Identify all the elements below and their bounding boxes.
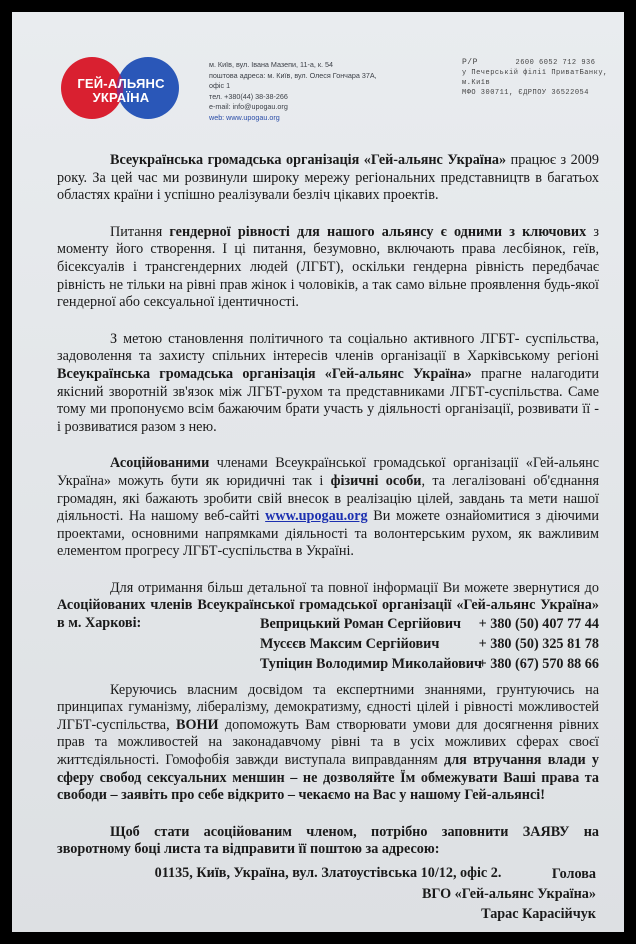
gender-text-a: Питання bbox=[110, 223, 170, 240]
contact-block bbox=[209, 60, 377, 124]
gender-text-e: з моменту його створення. І ці питання, безумовно, включають права лесбіянок, геїв, бісексуалів і трансгендерних людей (ЛГБТ), оскільки гендерна рівність передбачає рівність не тільки на рівні прав жінок і чоловіків, а так само вільне проявлення будь-якої гендерної або сексуальної ідентичності. bbox=[57, 223, 599, 311]
goal-text-c: прагне налагодити якісний зворотній зв'язок між ЛГБТ-рухом та представниками ЛГБТ-суспільства. Саме тому ми пропонуємо всім бажаючим брати участь у діяльності організації, розвивати її - і розвиватися разом з нею. bbox=[57, 365, 599, 435]
members-text-e: Ви можете ознайомитися з діючими проектами, основними напрямками діяльності та волонтерським рухом, як важливим елементом прогресу ЛГБТ-суспільства в Україні. bbox=[57, 508, 599, 560]
contacts-text-b: Асоційованих членів Всеукраїнської громадської організації «Гей-альянс Україна» в м. Харкові: bbox=[57, 597, 599, 632]
signature-block bbox=[422, 864, 596, 924]
signature-org: ВГО «Гей-альянс Україна» bbox=[421, 886, 596, 902]
contact-person-row bbox=[57, 616, 599, 636]
logo-text-line1: ГЕЙ-АЛЬЯНС bbox=[77, 76, 165, 91]
bank-name: у Печерській філії ПриватБанку, м.Київ bbox=[462, 69, 608, 87]
paragraph-intro bbox=[57, 152, 599, 205]
bank-details bbox=[462, 58, 624, 98]
contact-postal: поштова адреса: м. Київ, вул. Олеся Гончара 37А, bbox=[209, 70, 377, 80]
intro-text: працює з 2009 року. За цей час ми розвинули широку мережу регіональних представництв в багатьох областях країни і успішно реалізували безліч цікавих проектів. bbox=[57, 152, 599, 204]
contact-office: офіс 1 bbox=[209, 81, 231, 91]
paragraph-application bbox=[57, 824, 599, 859]
experience-text-b: ВОНИ bbox=[175, 716, 219, 733]
members-text-a: Асоційованими bbox=[110, 455, 210, 472]
contact-person-phone: + 380 (67) 570 88 66 bbox=[478, 655, 599, 672]
application-text: Щоб стати асоційованим членом, потрібно заповнити ЗАЯВУ на зворотному боці листа та відправити її поштою за адресою: bbox=[57, 823, 599, 858]
contact-person-row bbox=[57, 656, 599, 676]
contact-person-phone: + 380 (50) 325 81 78 bbox=[478, 635, 599, 652]
experience-text-d: для втручання влади у сферу свобод сексуальних меншин – не дозволяйте Їм обмежувати Ваші права та свободи – заявіть про себе відкрито – чекаємо на Вас у нашому Гей-альянсі! bbox=[57, 752, 599, 804]
contact-web: web: www.upogau.org bbox=[209, 112, 280, 122]
experience-text-c: допоможуть Вам створювати умови для досягнення рівних прав та можливостей на законадавчому рівні та в усіх можливих сферах своєї життєдіяльності. Гомофобія завжди виступала виправданням bbox=[57, 716, 599, 769]
goal-text-a: З метою становлення політичного та соціально активного ЛГБТ- суспільства, задоволення та захисту спільних інтересів членів організації в Харківському регіоні bbox=[57, 330, 599, 365]
mailing-address: 01135, Київ, Україна, вул. Златоустівська 10/12, офіс 2. bbox=[154, 865, 502, 881]
gender-text-d: є одними з ключових bbox=[440, 223, 587, 240]
bank-account: 2600 6052 712 936 bbox=[515, 59, 596, 67]
contact-address: м. Київ, вул. Івана Мазепи, 11-а, к. 54 bbox=[209, 60, 334, 69]
contacts-text-a: Для отримання більш детальної та повної інформації Ви можете звернутися до bbox=[110, 579, 599, 596]
contact-person-name: Веприцький Роман Сергійович bbox=[260, 615, 462, 632]
paragraph-goal bbox=[57, 331, 599, 437]
experience-text-a: Керуючись власним досвідом та експертними знаннями, грунтуючись на принципах гуманізму, лібералізму, демократизму, єдності цілей і рівності можливостей ЛГБТ-суспільства, bbox=[57, 681, 599, 733]
gender-text-b: гендерної рівності bbox=[169, 223, 290, 240]
paragraph-experience bbox=[57, 682, 599, 805]
contact-email: e-mail: info@upogau.org bbox=[209, 102, 288, 112]
signature-title: Голова bbox=[551, 866, 596, 882]
contact-person-name: Тупіцин Володимир Миколайович bbox=[260, 655, 482, 672]
gender-text-c: для нашого альянсу bbox=[289, 223, 441, 240]
goal-org-name: Всеукраїнська громадська організація «Гей-альянс Україна» bbox=[57, 365, 472, 382]
website-link[interactable]: www.upogau.org bbox=[265, 508, 368, 525]
members-text-c: фізичні особи bbox=[330, 472, 422, 489]
contact-person-phone: + 380 (50) 407 77 44 bbox=[478, 615, 599, 632]
contact-persons bbox=[57, 616, 599, 676]
paragraph-members bbox=[57, 455, 599, 561]
contact-person-name: Мусєєв Максим Сергійович bbox=[260, 635, 440, 652]
bank-codes: МФО 300711, ЄДРПОУ 36522054 bbox=[462, 89, 589, 97]
paragraph-gender bbox=[57, 224, 599, 312]
letter-sheet bbox=[12, 12, 624, 932]
contact-phone: тел. +380(44) 38-38-266 bbox=[209, 91, 288, 101]
contact-person-row bbox=[57, 636, 599, 656]
bank-rr-label: Р/Р bbox=[462, 58, 478, 67]
org-name: Всеукраїнська громадська організація «Гей-альянс Україна» bbox=[110, 152, 507, 168]
logo-text-line2: УКРАЇНА bbox=[92, 90, 150, 105]
members-text-b: членами Всеукраїнської громадської організації «Гей-альянс Україна» можуть бути як юридичні так і bbox=[57, 455, 599, 489]
organization-logo bbox=[58, 57, 182, 119]
letter-body bbox=[57, 152, 599, 883]
members-text-d: , та легалізовані об'єднання громадян, які бажають зробити свій внесок в реалізацію цілей, завдань та мети нашої діяльності. На нашому веб-сайті bbox=[57, 472, 599, 525]
signature-name: Тарас Карасійчук bbox=[481, 906, 596, 922]
